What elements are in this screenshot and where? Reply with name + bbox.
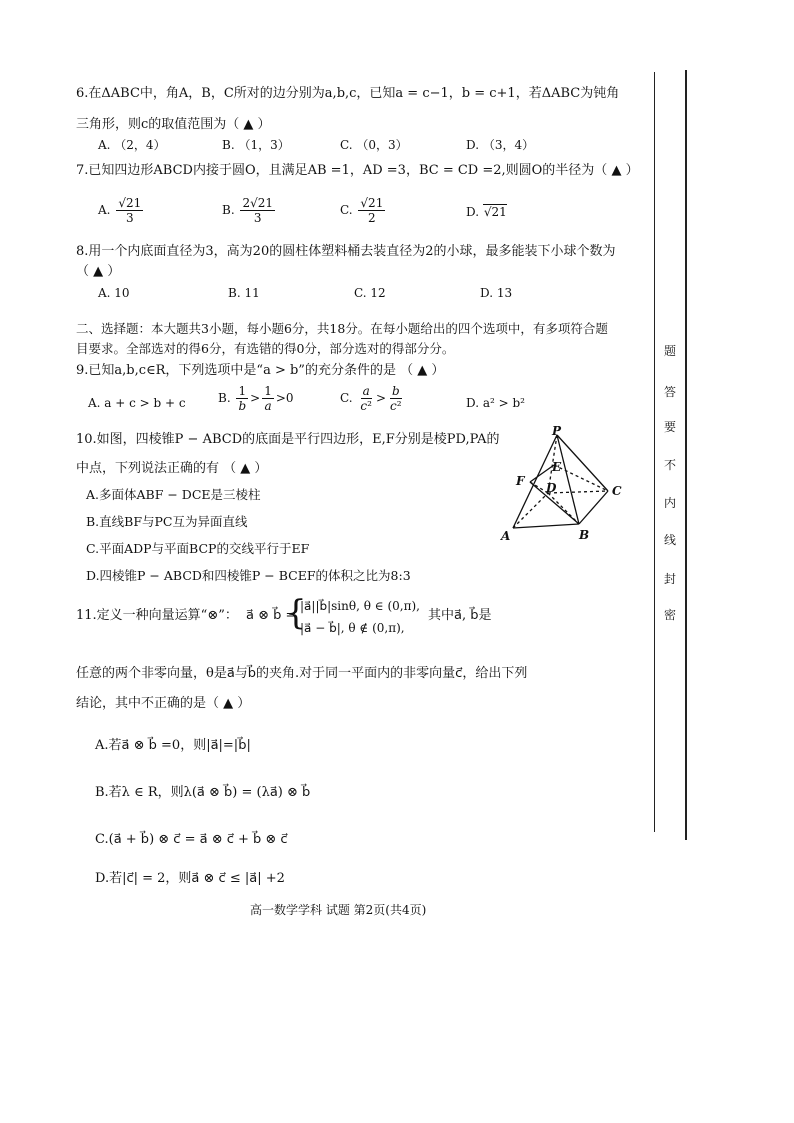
q6-option-c: C. （0，3）: [340, 138, 408, 152]
side-char-4: 不: [664, 458, 677, 472]
side-char-2: 答: [664, 385, 677, 399]
q10-option-b: B.直线BF与PC互为异面直线: [86, 514, 248, 529]
edge-pb: [557, 435, 579, 524]
q8-option-c: C. 12: [354, 286, 386, 300]
q6-option-d: D. （3，4）: [466, 138, 535, 152]
q6-stem-line1: 6.在ΔABC中，角A，B，C所对的边分别为a,b,c，已知a = c−1，b = c+1，若ΔABC为钝角: [76, 86, 620, 101]
side-char-6: 线: [664, 533, 677, 547]
page-footer: 高一数学学科 试题 第2页(共4页): [250, 903, 427, 917]
label-c: C: [612, 484, 622, 498]
q11-stem-suffix: 其中a⃗, b⃗是: [428, 608, 492, 623]
q11-option-a: A.若a⃗ ⊗ b⃗ =0，则|a⃗|=|b⃗|: [95, 738, 251, 753]
section2-header-line2: 目要求。全部选对的得6分，有选错的得0分，部分选对的得部分分。: [76, 341, 455, 356]
q9-option-a: A. a + c > b + c: [88, 396, 186, 410]
q7-option-d: D. √21: [466, 205, 507, 219]
pyramid-figure: [495, 425, 635, 550]
binding-line-right: [685, 70, 687, 840]
q10-stem-line2: 中点，下列说法正确的有 （ ▲ ）: [76, 461, 268, 476]
q11-case1: |a⃗||b⃗|sinθ, θ ∈ (0,π),: [300, 599, 420, 613]
side-char-3: 要: [664, 420, 677, 434]
label-d: D: [546, 481, 557, 495]
q10-option-d: D.四棱锥P − ABCD和四棱锥P − BCEF的体积之比为8:3: [86, 568, 411, 583]
q8-stem-line1: 8.用一个内底面直径为3，高为20的圆柱体塑料桶去装直径为2的小球，最多能装下小球个数为: [76, 244, 616, 259]
side-char-5: 内: [664, 496, 677, 510]
q11-option-b: B.若λ ∈ R，则λ(a⃗ ⊗ b⃗) = (λa⃗) ⊗ b⃗: [95, 785, 311, 800]
q11-brace: {: [285, 593, 307, 633]
label-p: P: [552, 425, 562, 438]
label-e: E: [552, 460, 562, 474]
q8-stem-line2: （ ▲ ）: [76, 264, 121, 279]
edge-ad: [513, 493, 548, 528]
q10-stem-line1: 10.如图，四棱锥P − ABCD的底面是平行四边形，E,F分别是棱PD,PA的: [76, 432, 500, 447]
side-char-8: 密: [664, 608, 677, 622]
q9-option-b: B. $\frac{1}{b}$ > $\frac{1}{a}$ >0: [218, 384, 294, 413]
q11-stem-line2: 任意的两个非零向量，θ是a⃗与b⃗的夹角.对于同一平面内的非零向量c⃗，给出下列: [76, 666, 528, 681]
binding-line-left: [654, 72, 655, 832]
q7-option-c: C. $\frac{√21}{2}$: [340, 196, 384, 225]
q11-stem-line3: 结论，其中不正确的是（ ▲ ）: [76, 696, 251, 711]
q11-case2: |a⃗ − b⃗|, θ ∉ (0,π),: [300, 621, 405, 635]
edge-dc: [548, 491, 608, 493]
side-char-7: 封: [664, 572, 677, 586]
q11-stem-prefix: 11.定义一种向量运算“⊗”：: [76, 608, 238, 623]
q8-option-b: B. 11: [228, 286, 260, 300]
section2-header-line1: 二、选择题：本大题共3小题，每小题6分，共18分。在每小题给出的四个选项中，有多项符合题: [76, 321, 608, 336]
edge-ab: [513, 524, 579, 528]
q8-option-a: A. 10: [98, 286, 130, 300]
q6-option-a: A. （2，4）: [98, 138, 166, 152]
edge-ec: [554, 465, 608, 491]
q9-option-d: D. a² > b²: [466, 396, 525, 410]
q6-stem-line2: 三角形，则c的取值范围为（ ▲ ）: [76, 117, 271, 132]
q10-option-c: C.平面ADP与平面BCP的交线平行于EF: [86, 541, 310, 556]
edge-bc: [579, 491, 608, 524]
label-f: F: [516, 474, 525, 488]
q11-option-c: C.(a⃗ + b⃗) ⊗ c⃗ = a⃗ ⊗ c⃗ + b⃗ ⊗ c⃗: [95, 832, 288, 847]
q7-option-b: B. $\frac{2√21}{3}$: [222, 196, 274, 225]
q11-operator-lhs: a⃗ ⊗ b⃗ =: [246, 608, 297, 623]
label-b: B: [579, 528, 590, 542]
q9-stem: 9.已知a,b,c∈R，下列选项中是“a > b”的充分条件的是 （ ▲ ）: [76, 363, 445, 378]
q10-option-a: A.多面体ABF − DCE是三棱柱: [86, 487, 261, 502]
q8-option-d: D. 13: [480, 286, 513, 300]
q7-option-a: A. $\frac{√21}{3}$: [98, 196, 142, 225]
side-char-1: 题: [664, 344, 677, 358]
q11-option-d: D.若|c⃗| = 2，则a⃗ ⊗ c⃗ ≤ |a⃗| +2: [95, 871, 285, 886]
label-a: A: [501, 529, 511, 543]
q6-option-b: B. （1，3）: [222, 138, 290, 152]
edge-pc: [557, 435, 608, 491]
edge-db: [548, 493, 579, 524]
q7-stem: 7.已知四边形ABCD内接于圆O，且满足AB =1，AD =3，BC = CD =2,则圆O的半径为（ ▲ ）: [76, 163, 639, 178]
q9-option-c: C. $\frac{a}{\text{c²}}$ > $\frac{b}{\text{c²}}$: [340, 384, 402, 413]
